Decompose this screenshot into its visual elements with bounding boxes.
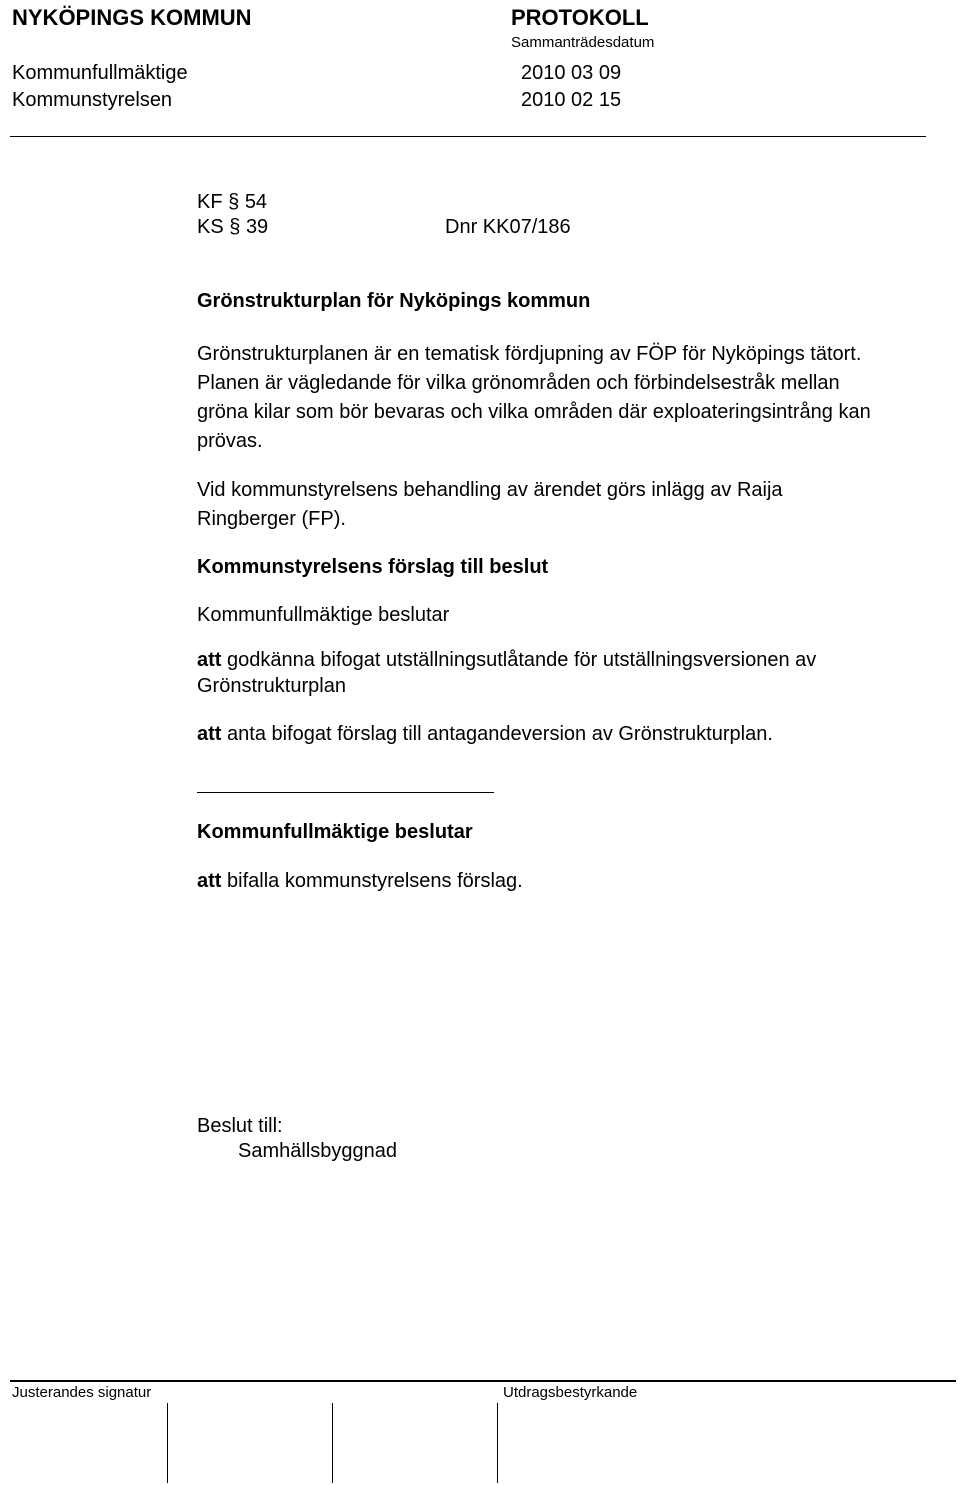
paragraph-line: Planen är vägledande för vilka grönområden och förbindelsestråk mellan — [197, 372, 840, 394]
description-paragraph — [197, 340, 937, 456]
proposal-att-2 — [197, 723, 773, 746]
decision-to-label: Beslut till: — [197, 1115, 283, 1137]
signature-box-divider — [332, 1403, 333, 1483]
kf-decides-text: Kommunfullmäktige beslutar — [197, 604, 450, 626]
att-text: bifalla kommunstyrelsens förslag. — [221, 870, 523, 892]
proposal-att-1 — [197, 647, 937, 699]
kf-decision-heading: Kommunfullmäktige beslutar — [197, 821, 473, 843]
signature-label: Justerandes signatur — [12, 1384, 152, 1401]
section-sign: § — [228, 191, 240, 213]
document-type: PROTOKOLL — [511, 5, 649, 30]
footer-divider — [10, 1380, 956, 1382]
ks-paragraph — [197, 216, 268, 239]
paragraph-line: gröna kilar som bör bevaras och vilka områden där exploateringsintrång kan — [197, 401, 871, 423]
separator-line — [197, 792, 494, 793]
kf-paragraph-number: 54 — [244, 191, 268, 213]
meeting-date-ks: 2010 02 15 — [521, 89, 622, 111]
signature-box-divider — [497, 1403, 498, 1483]
att-keyword: att — [197, 723, 222, 745]
extract-certification-label: Utdragsbestyrkande — [503, 1384, 638, 1401]
meeting-date-label: Sammanträdesdatum — [511, 34, 655, 51]
paragraph-line: Vid kommunstyrelsens behandling av ärendet görs inlägg av Raija — [197, 479, 783, 501]
section-sign: § — [229, 216, 241, 238]
signature-box-divider — [167, 1403, 168, 1483]
organization-name: NYKÖPINGS KOMMUN — [12, 5, 252, 30]
meeting-date-kf: 2010 03 09 — [521, 62, 622, 84]
item-title: Grönstrukturplan för Nyköpings kommun — [197, 290, 591, 312]
paragraph-line: Grönstrukturplanen är en tematisk fördjupning av FÖP för Nyköpings tätort. — [197, 343, 862, 365]
body-name-ks: Kommunstyrelsen — [12, 89, 173, 111]
ks-paragraph-number: 39 — [245, 216, 269, 238]
decision-recipient: Samhällsbyggnad — [238, 1140, 397, 1162]
header-divider — [10, 136, 926, 137]
att-keyword: att — [197, 870, 222, 892]
kf-paragraph — [197, 191, 267, 214]
body-name-kf: Kommunfullmäktige — [12, 62, 188, 84]
att-keyword: att — [197, 649, 222, 671]
discussion-paragraph — [197, 476, 937, 534]
att-text: godkänna bifogat utställningsutlåtande för utställningsversionen av — [221, 649, 817, 671]
ks-proposal-heading: Kommunstyrelsens förslag till beslut — [197, 556, 549, 578]
att-text-continued: Grönstrukturplan — [197, 675, 346, 697]
diary-number: Dnr KK07/186 — [445, 216, 571, 238]
ks-label: KS — [197, 216, 224, 238]
paragraph-line: prövas. — [197, 430, 263, 452]
decision-att — [197, 870, 523, 893]
paragraph-line: Ringberger (FP). — [197, 508, 346, 530]
kf-label: KF — [197, 191, 223, 213]
att-text: anta bifogat förslag till antagandeversion av Grönstrukturplan. — [221, 723, 773, 745]
